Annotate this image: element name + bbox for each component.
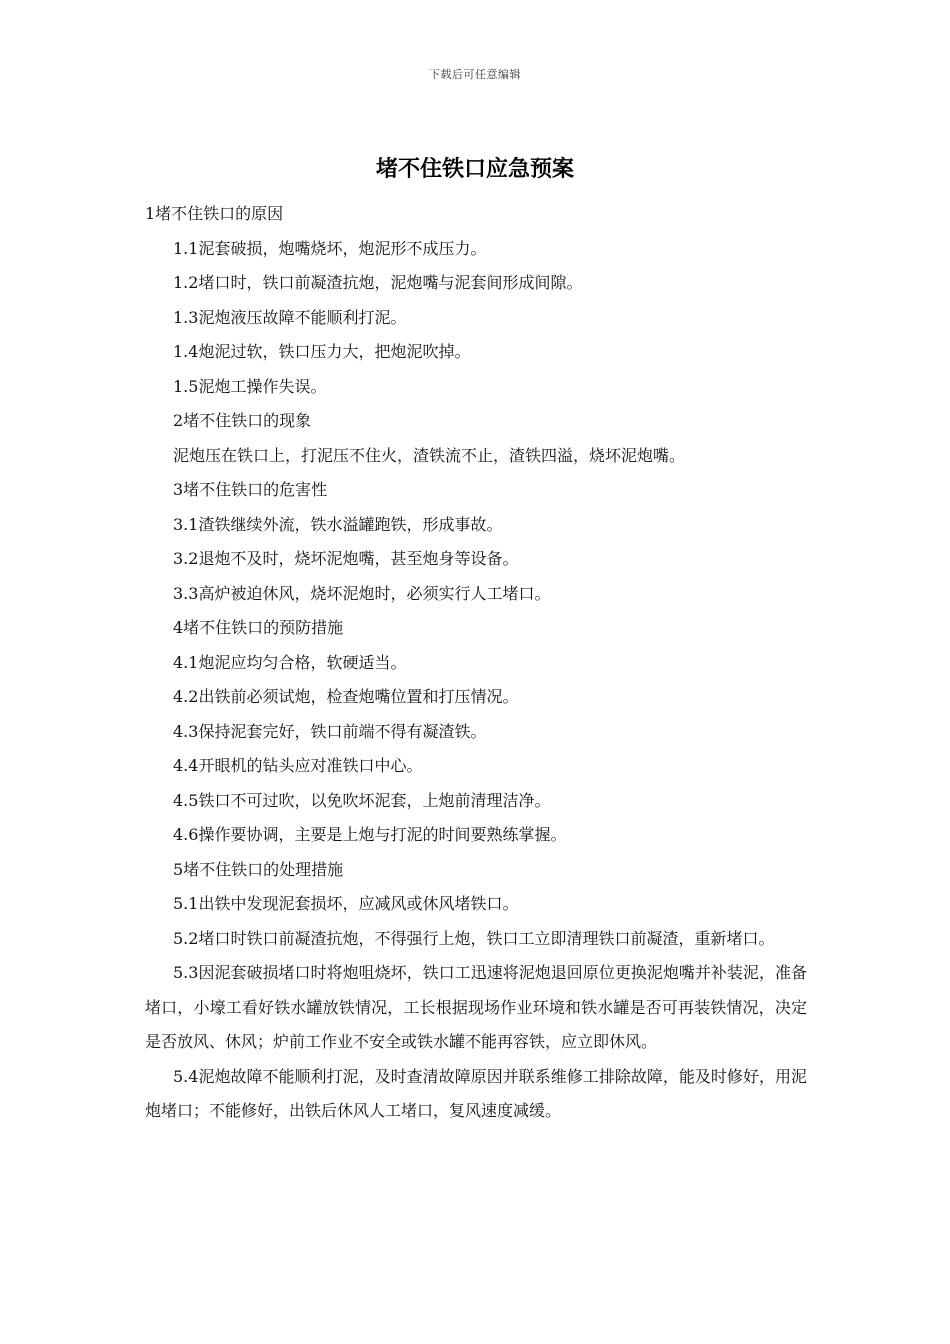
paragraph: 5.3因泥套破损堵口时将炮咀烧坏，铁口工迅速将泥炮退回原位更换泥炮嘴并补装泥，准备堵口，小壕工看好铁水罐放铁情况，工长根据现场作业环境和铁水罐是否可再装铁情况，决定是否放风、休风；炉前工作业不安全或铁水罐不能再容铁，应立即休风。 — [145, 963, 807, 1051]
list-item: 5.1出铁中发现泥套损坏，应减风或休风堵铁口。 — [173, 894, 519, 913]
document-title: 堵不住铁口应急预案 — [375, 157, 574, 182]
list-item: 泥炮压在铁口上，打泥压不住火，渣铁流不止，渣铁四溢，烧坏泥炮嘴。 — [173, 445, 686, 465]
list-item: 3.3高炉被迫休风，烧坏泥炮时，必须实行人工堵口。 — [173, 583, 551, 603]
list-item: 1.2堵口时，铁口前凝渣抗炮，泥炮嘴与泥套间形成间隙。 — [173, 273, 583, 292]
list-item: 1.1泥套破损，炮嘴烧坏，炮泥形不成压力。 — [173, 238, 487, 258]
list-item: 1.5泥炮工操作失误。 — [173, 376, 327, 396]
section-heading-1: 1堵不住铁口的原因 — [145, 204, 284, 223]
section-heading-3: 3堵不住铁口的危害性 — [173, 480, 328, 499]
document-body — [145, 197, 807, 1129]
list-item: 4.6操作要协调，主要是上炮与打泥的时间要熟练掌握。 — [173, 825, 567, 844]
section-heading-5: 5堵不住铁口的处理措施 — [173, 859, 344, 879]
section-heading-4: 4堵不住铁口的预防措施 — [173, 618, 344, 637]
list-item: 4.4开眼机的钻头应对准铁口中心。 — [173, 756, 423, 775]
list-item: 3.2退炮不及时，烧坏泥炮嘴，甚至炮身等设备。 — [173, 549, 519, 568]
list-item: 3.1渣铁继续外流，铁水溢罐跑铁，形成事故。 — [173, 514, 503, 534]
header-note: 下载后可任意编辑 — [429, 68, 521, 81]
list-item: 1.4炮泥过软，铁口压力大，把炮泥吹掉。 — [173, 342, 471, 361]
section-heading-2: 2堵不住铁口的现象 — [173, 411, 312, 430]
list-item: 4.2出铁前必须试炮，检查炮嘴位置和打压情况。 — [173, 687, 519, 706]
list-item: 4.5铁口不可过吹，以免吹坏泥套，上炮前清理洁净。 — [173, 790, 551, 810]
paragraph: 5.2堵口时铁口前凝渣抗炮，不得强行上炮，铁口工立即清理铁口前凝渣，重新堵口。 — [173, 928, 775, 948]
list-item: 4.3保持泥套完好，铁口前端不得有凝渣铁。 — [173, 721, 487, 741]
paragraph: 5.4泥炮故障不能顺利打泥，及时查清故障原因并联系维修工排除故障，能及时修好，用泥炮堵口；不能修好，出铁后休风人工堵口，复风速度减缓。 — [145, 1066, 807, 1120]
list-item: 1.3泥炮液压故障不能顺利打泥。 — [173, 307, 407, 327]
list-item: 4.1炮泥应均匀合格，软硬适当。 — [173, 652, 407, 672]
